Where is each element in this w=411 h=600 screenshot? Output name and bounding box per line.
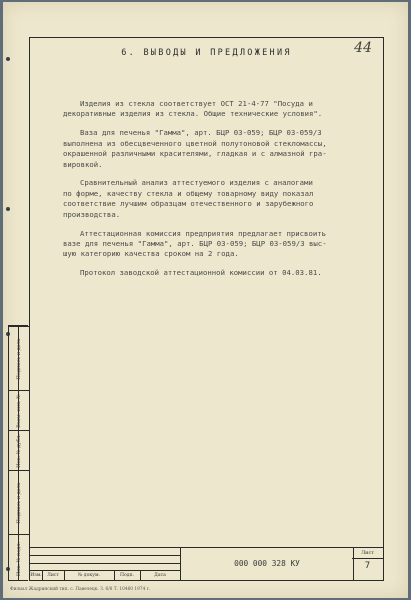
title-block [30, 547, 383, 580]
document-number-cell [180, 548, 354, 580]
paragraph: Изделия из стекла соответствует ОСТ 21-4-77 "Посуда и декоративные изделия из стекла. Общие технические условия". [63, 99, 323, 119]
revision-header: Подп. [114, 571, 141, 581]
sheet-number: 7 [364, 561, 371, 571]
side-stamp-label: Инв. № подл. [16, 541, 22, 576]
sheet-cell [352, 548, 383, 580]
side-stamp-cell [9, 534, 29, 582]
side-stamp-cell [9, 470, 29, 534]
grid-line [30, 563, 180, 564]
side-stamp-label: Подпись и дата [16, 338, 22, 379]
revision-row [30, 570, 180, 581]
revision-header: Лист [42, 571, 65, 581]
handwritten-page-number: 44 [354, 40, 372, 56]
side-stamp-cell [9, 430, 29, 470]
drawing-frame [29, 37, 384, 581]
printer-imprint: Филиал Жадринский тип. с. Павелецк. З. 6/8 Т. 10460 1974 г. [10, 587, 151, 592]
side-stamp-label: Подпись и дата [16, 482, 22, 523]
revision-header: № докум. [64, 571, 115, 581]
side-stamp [8, 325, 28, 581]
document-body [63, 99, 375, 287]
paragraph: Сравнительный анализ аттестуемого изделия с аналогами по форме, качеству стекла и общему товарному виду показал соответствие лучшим образцам отечественного и зарубежного производства. [63, 178, 314, 219]
revision-header: Изм. [30, 571, 43, 581]
grid-line [30, 555, 180, 556]
side-stamp-label: Инв. № дубл. [16, 433, 22, 468]
side-stamp-cell [9, 326, 29, 390]
paragraph: Аттестационная комиссия предприятия предлагает присвоить вазе для печенья "Гамма", арт. БЦР 03-059; БЦР 03-059/3 выс- шую категорию качества сроком на 2 года. [63, 228, 327, 259]
binding-hole [6, 207, 10, 211]
paragraph: Протокол заводской аттестационной комиссии от 04.03.81. [80, 268, 322, 278]
side-stamp-label: Взам. инв. № [16, 393, 22, 428]
revision-header: Дата [154, 573, 166, 578]
section-title: 6. ВЫВОДЫ И ПРЕДЛОЖЕНИЯ [121, 48, 292, 58]
document-number: 000 000 328 КУ [234, 559, 300, 568]
paragraph: Ваза для печенья "Гамма", арт. БЦР 03-059; БЦР 03-059/3 выполнена из обесцвеченного цветной полутоновой стекломассы, окрашенной различными красителями, гладкая и с алмазной гра- вировкой. [63, 128, 327, 169]
side-stamp-cell [9, 390, 29, 430]
binding-hole [6, 57, 10, 61]
sheet-label: Лист [352, 549, 383, 559]
